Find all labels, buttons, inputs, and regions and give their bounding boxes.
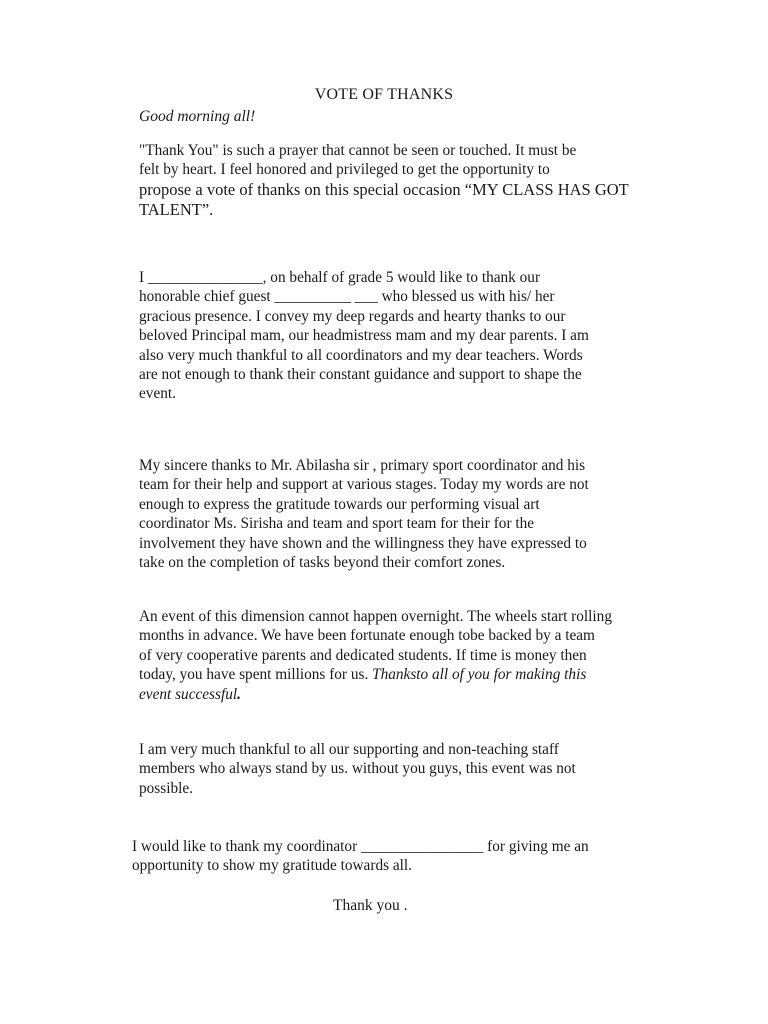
paragraph-line: [139, 665, 639, 684]
paragraph-line: gracious presence. I convey my deep regards and hearty thanks to our: [139, 307, 566, 325]
emphasis-period: .: [237, 685, 241, 703]
greeting: Good morning all!: [139, 108, 256, 125]
emphasis-text: event successful: [139, 685, 238, 703]
paragraph-line: I am very much thankful to all our supporting and non-teaching staff: [139, 741, 559, 758]
paragraph-line: opportunity to show my gratitude towards all.: [132, 857, 412, 875]
paragraph-line: felt by heart. I feel honored and privileged to get the opportunity to: [139, 161, 550, 179]
paragraph-line: honorable chief guest __________ ___ who blessed us with his/ her: [139, 288, 555, 306]
paragraph-line: "Thank You" is such a prayer that cannot be seen or touched. It must be: [139, 142, 577, 159]
paragraph-line: of very cooperative parents and dedicated students. If time is money then: [139, 646, 587, 664]
paragraph-line: team for their help and support at various stages. Today my words are not: [139, 476, 589, 494]
paragraph-line: I would like to thank my coordinator ________________ for giving me an: [132, 838, 589, 855]
paragraph-line: [139, 685, 639, 704]
paragraph-line: TALENT”.: [139, 199, 214, 219]
paragraph-line: enough to express the gratitude towards our performing visual art: [139, 495, 540, 513]
paragraph-line: An event of this dimension cannot happen overnight. The wheels start rolling: [139, 608, 612, 625]
paragraph-line: propose a vote of thanks on this special occasion “MY CLASS HAS GOT: [139, 179, 629, 199]
paragraph-line: take on the completion of tasks beyond their comfort zones.: [139, 554, 506, 572]
paragraph-line: coordinator Ms. Sirisha and team and sport team for their for the: [139, 515, 535, 533]
paragraph-line: My sincere thanks to Mr. Abilasha sir , primary sport coordinator and his: [139, 457, 586, 474]
paragraph-text: today, you have spent millions for us.: [139, 666, 373, 684]
paragraph-thanks-staff: [139, 740, 639, 798]
paragraph-thanks-coordinators: [139, 456, 639, 572]
paragraph-intro: [139, 141, 639, 220]
paragraph-line: members who always stand by us. without you guys, this event was not: [139, 760, 576, 778]
document-title: VOTE OF THANKS: [314, 86, 454, 103]
paragraph-thanks-parents: [139, 607, 639, 704]
paragraph-line: are not enough to thank their constant guidance and support to shape the: [139, 366, 582, 384]
closing-line: Thank you .: [333, 897, 408, 914]
paragraph-line: I _______________, on behalf of grade 5 would like to thank our: [139, 269, 541, 286]
paragraph-thanks-coordinator: [132, 837, 632, 876]
paragraph-thanks-guests: [139, 268, 639, 404]
emphasis-text: Thanksto all of you for making this: [372, 666, 587, 684]
paragraph-line: event.: [139, 385, 176, 403]
paragraph-line: possible.: [139, 779, 193, 797]
paragraph-line: involvement they have shown and the willingness they have expressed to: [139, 534, 587, 552]
paragraph-line: also very much thankful to all coordinators and my dear teachers. Words: [139, 346, 583, 364]
paragraph-line: months in advance. We have been fortunate enough tobe backed by a team: [139, 627, 595, 645]
paragraph-line: beloved Principal mam, our headmistress mam and my dear parents. I am: [139, 327, 589, 345]
